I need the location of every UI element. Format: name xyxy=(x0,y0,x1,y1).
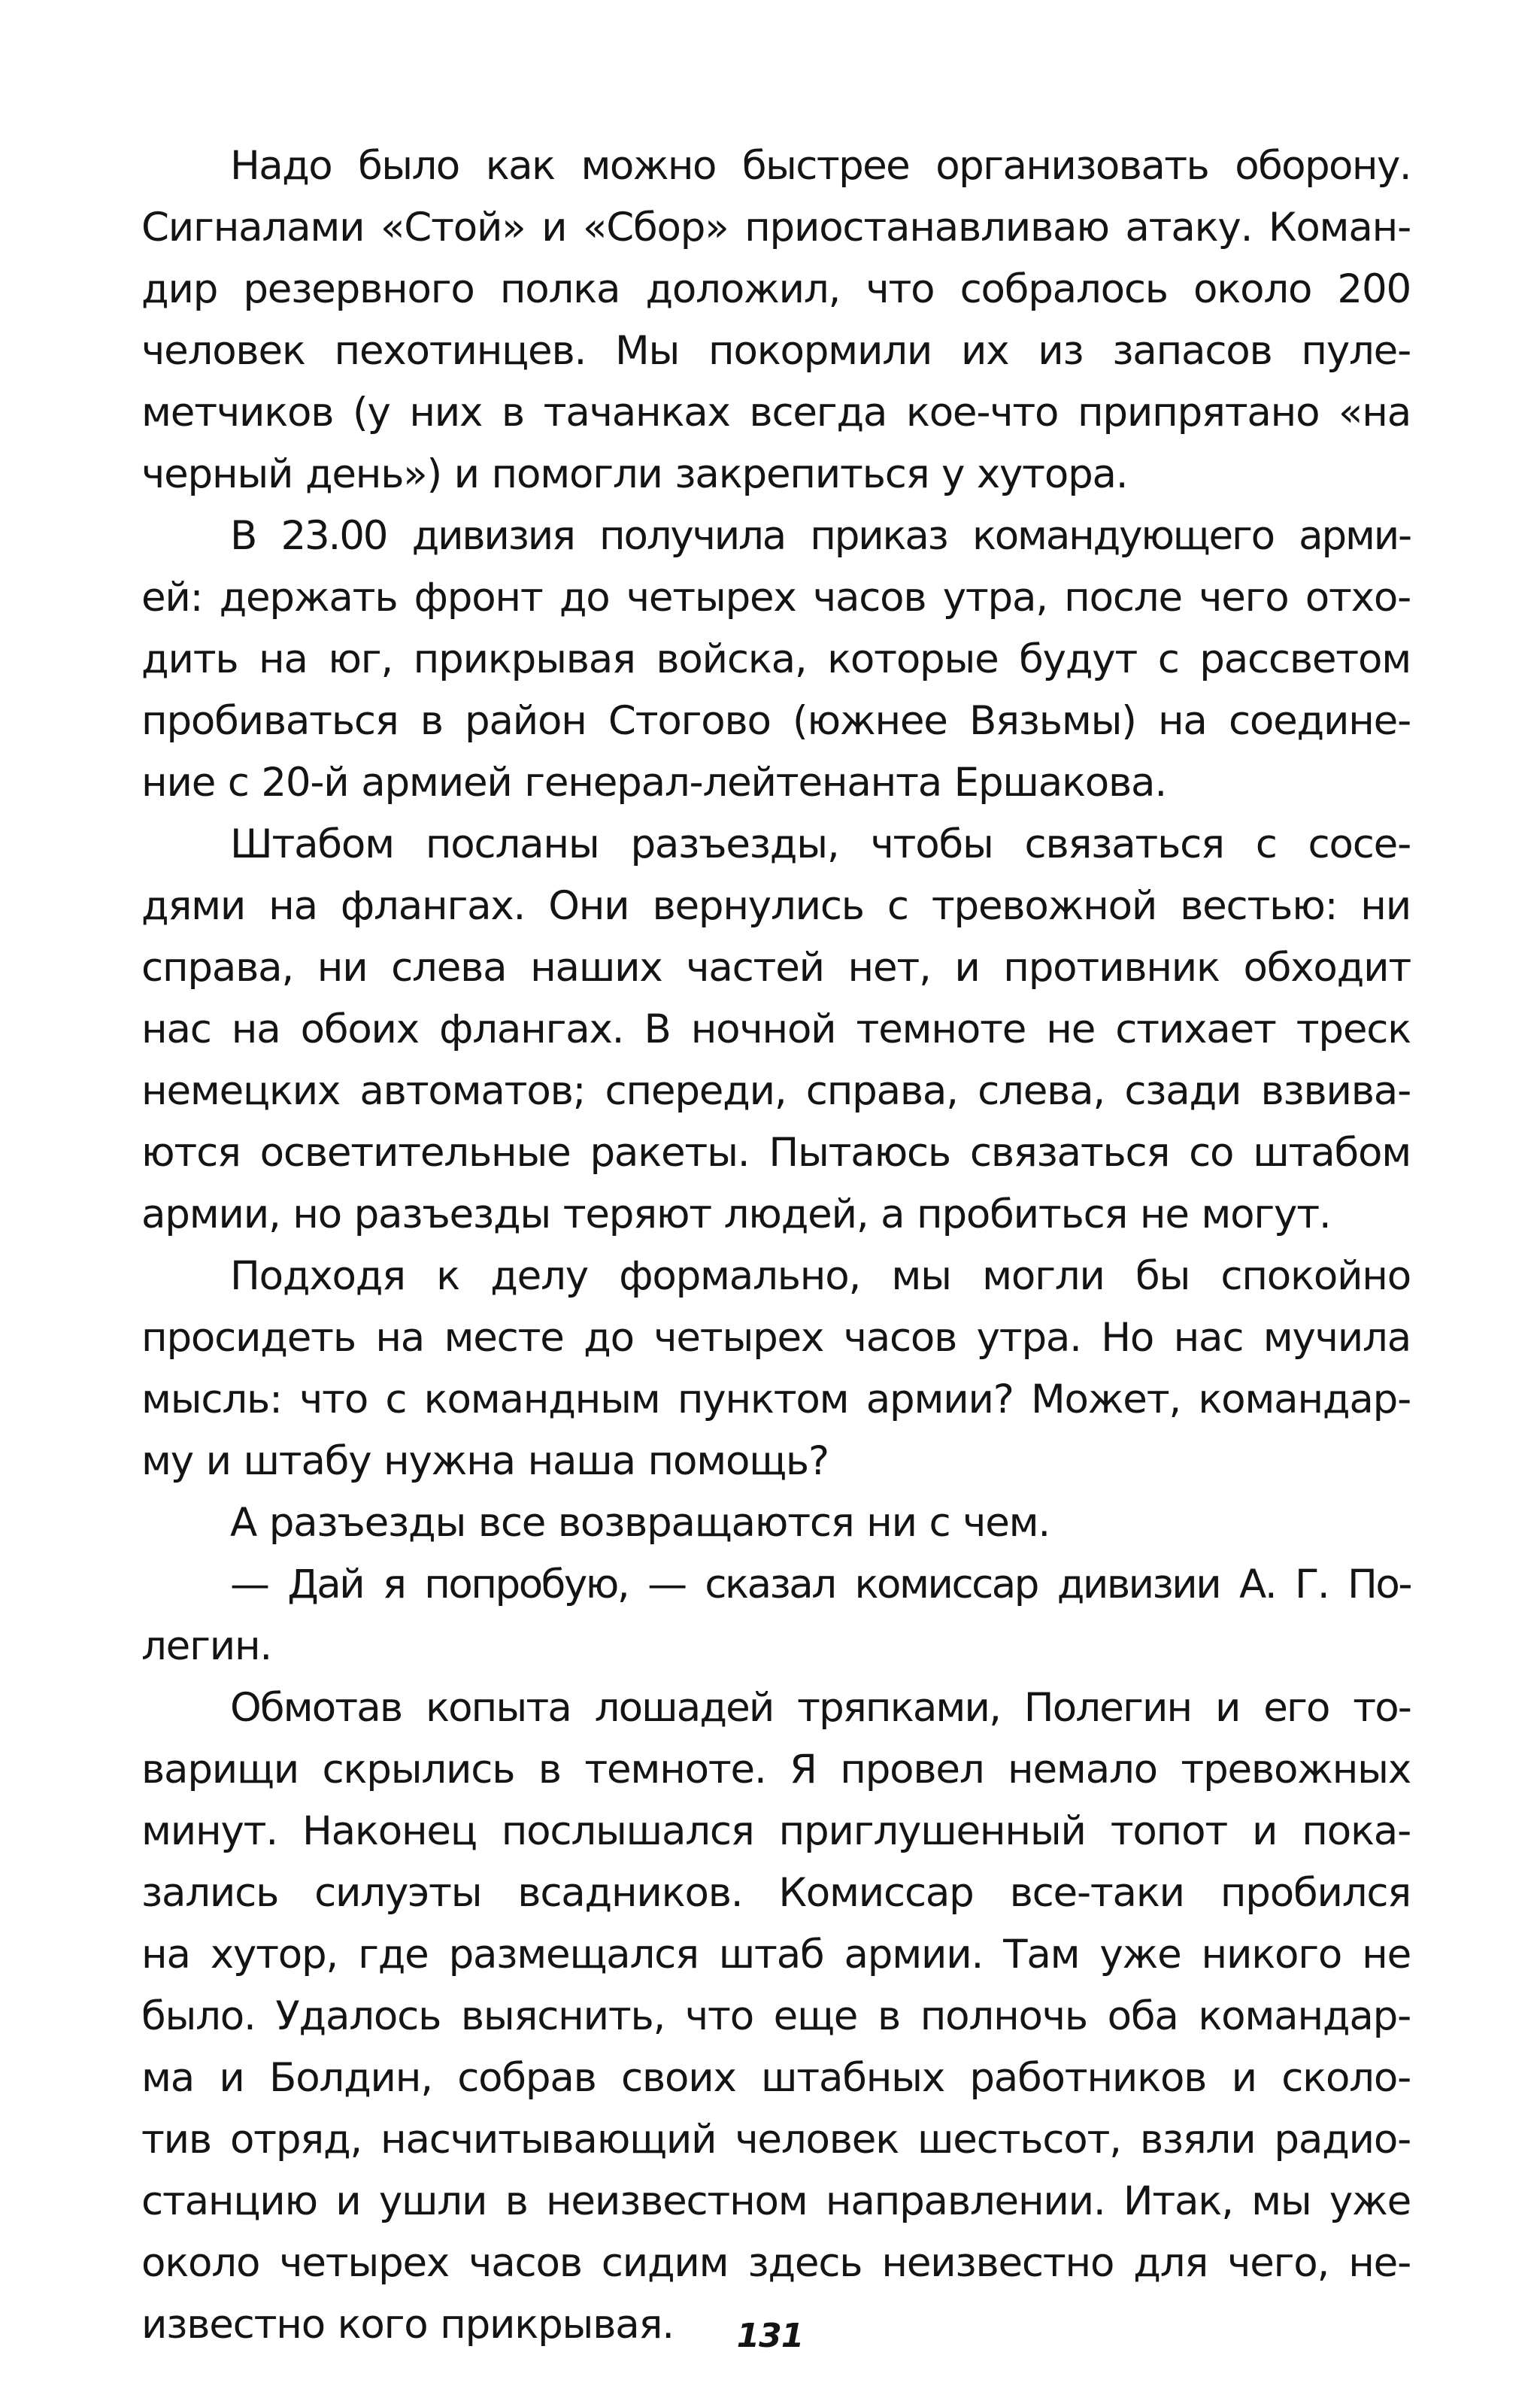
paragraph-6-dialogue xyxy=(141,1554,1411,1677)
text-line: нас на обоих флангах. В ночной темноте не стихает треск xyxy=(141,1006,1411,1052)
text-line: немецких автоматов; спереди, справа, слева, сзади взвива- xyxy=(141,1068,1411,1114)
text-line: тив отряд, насчитывающий человек шестьсот, взяли радио- xyxy=(141,2117,1411,2163)
paragraph-3 xyxy=(141,814,1411,1246)
text-line: А разъезды все возвращаются ни с чем. xyxy=(230,1500,1050,1546)
text-line: зались силуэты всадников. Комиссар все-таки пробился xyxy=(141,1870,1411,1916)
paragraph-1 xyxy=(141,135,1411,505)
text-line: Обмотав копыта лошадей тряпками, Полегин и его то- xyxy=(230,1685,1411,1731)
text-line: метчиков (у них в тачанках всегда кое-что припрятано «на xyxy=(141,390,1411,436)
text-line: варищи скрылись в темноте. Я провел немало тревожных xyxy=(141,1747,1411,1792)
text-line: Сигналами «Стой» и «Сбор» приостанавливаю атаку. Коман- xyxy=(141,205,1411,250)
text-line: Надо было как можно быстрее организовать оборону. xyxy=(230,143,1411,189)
page-number: 131 xyxy=(736,2317,804,2355)
paragraph-4 xyxy=(141,1246,1411,1492)
text-line: армии, но разъезды теряют людей, а пробиться не могут. xyxy=(141,1191,1331,1237)
text-line: минут. Наконец послышался приглушенный топот и пока- xyxy=(141,1808,1411,1854)
text-line: дир резервного полка доложил, что собралось около 200 xyxy=(141,266,1411,312)
text-line: справа, ни слева наших частей нет, и противник обходит xyxy=(141,945,1411,991)
text-line: человек пехотинцев. Мы покормили их из запасов пуле- xyxy=(141,328,1411,374)
text-line: станцию и ушли в неизвестном направлении. Итак, мы уже xyxy=(141,2178,1411,2224)
text-line: около четырех часов сидим здесь неизвестно для чего, не- xyxy=(141,2240,1411,2286)
paragraph-5 xyxy=(141,1492,1411,1554)
text-line: известно кого прикрывая. xyxy=(141,2302,674,2348)
text-line: пробиваться в район Стогово (южнее Вязьмы) на соедине- xyxy=(141,698,1411,744)
body-text xyxy=(141,135,1411,2356)
text-line: было. Удалось выяснить, что еще в полночь оба командар- xyxy=(141,1993,1411,2039)
text-line: на хутор, где размещался штаб армии. Там уже никого не xyxy=(141,1932,1411,1978)
text-line: ние с 20-й армией генерал-лейтенанта Ершакова. xyxy=(141,760,1166,806)
text-line: ей: держать фронт до четырех часов утра, после чего отхо- xyxy=(141,575,1411,621)
text-line: В 23.00 дивизия получила приказ командующего арми- xyxy=(230,513,1411,559)
text-line: — Дай я попробую, — сказал комиссар дивизии А. Г. По- xyxy=(230,1562,1411,1607)
text-line: Подходя к делу формально, мы могли бы спокойно xyxy=(230,1253,1411,1299)
text-line: дями на флангах. Они вернулись с тревожной вестью: ни xyxy=(141,883,1411,929)
text-line: просидеть на месте до четырех часов утра. Но нас мучила xyxy=(141,1315,1411,1361)
text-line: мысль: что с командным пунктом армии? Может, командар- xyxy=(141,1377,1411,1422)
paragraph-2 xyxy=(141,505,1411,814)
text-line: му и штабу нужна наша помощь? xyxy=(141,1438,829,1484)
text-line: ма и Болдин, собрав своих штабных работников и сколо- xyxy=(141,2055,1411,2101)
text-line: ются осветительные ракеты. Пытаюсь связаться со штабом xyxy=(141,1130,1411,1176)
text-line: легин. xyxy=(141,1623,272,1669)
text-line: дить на юг, прикрывая войска, которые будут с рассветом xyxy=(141,636,1411,682)
text-line: черный день») и помогли закрепиться у хутора. xyxy=(141,451,1128,497)
text-line: Штабом посланы разъезды, чтобы связаться с сосе- xyxy=(230,821,1411,867)
paragraph-7 xyxy=(141,1677,1411,2356)
